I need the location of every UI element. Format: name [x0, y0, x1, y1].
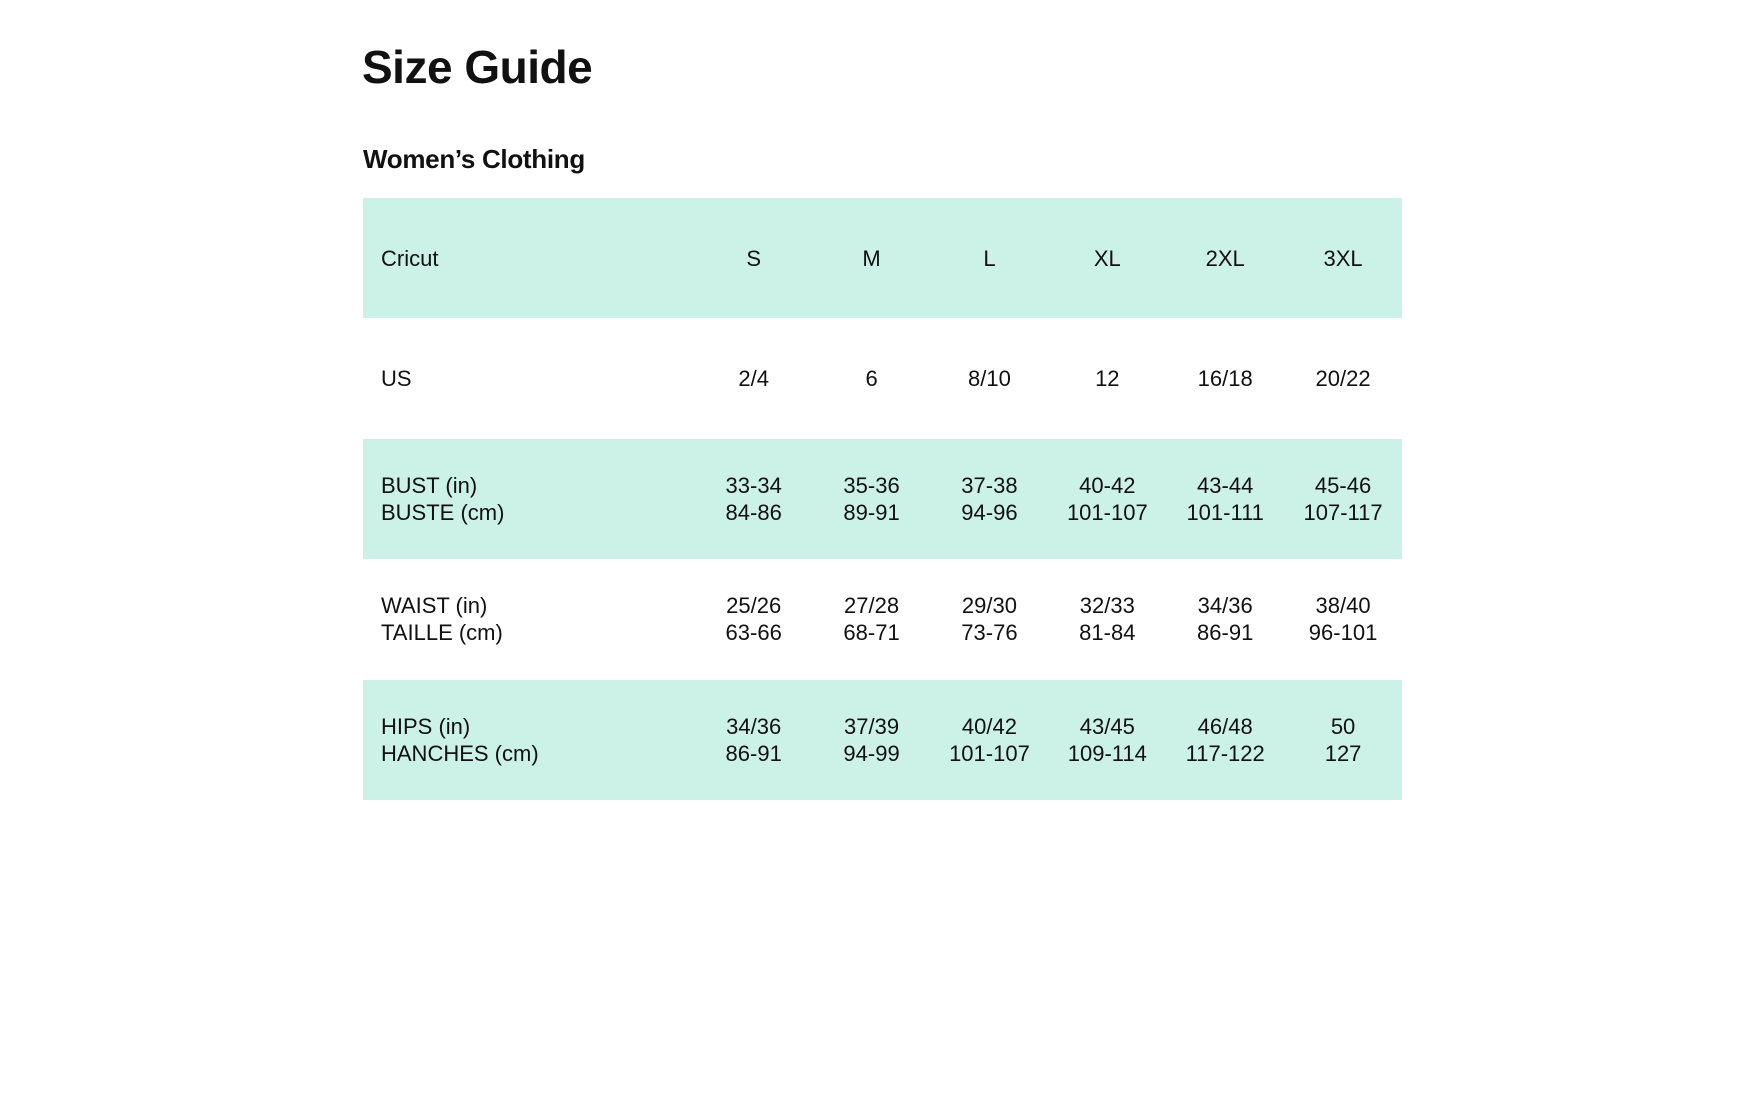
table-row — [363, 439, 1402, 559]
cell-value: 2/4 — [738, 366, 769, 392]
table-cell — [813, 713, 931, 767]
table-cell — [695, 592, 813, 646]
cell-value: 86-91 — [1197, 620, 1254, 646]
table-cell — [813, 592, 931, 646]
table-cell — [1284, 365, 1402, 392]
cell-value: 86-91 — [725, 740, 782, 766]
table-cell — [695, 472, 813, 526]
row-label — [363, 472, 695, 526]
row-label — [363, 365, 695, 392]
cell-value: 6 — [865, 366, 878, 392]
row-label — [363, 592, 695, 646]
cell-value: 37-38 — [961, 472, 1018, 498]
cell-value: 33-34 — [725, 472, 782, 498]
table-row — [363, 680, 1402, 800]
cell-value: 101-111 — [1186, 499, 1264, 525]
header-size: S — [746, 245, 762, 271]
table-cell — [1166, 713, 1284, 767]
table-cell — [1048, 713, 1166, 767]
cell-value: 46/48 — [1197, 713, 1253, 739]
row-label-line: BUST (in) — [381, 472, 478, 498]
cell-value: 37/39 — [844, 713, 900, 739]
table-cell — [931, 365, 1049, 392]
table-row — [363, 559, 1402, 679]
cell-value: 43-44 — [1197, 472, 1254, 498]
table-cell — [931, 592, 1049, 646]
cell-value: 12 — [1095, 366, 1120, 392]
cell-value: 45-46 — [1314, 472, 1372, 498]
page-title: Size Guide — [362, 41, 593, 93]
cell-value: 40-42 — [1079, 472, 1136, 498]
cell-value: 35-36 — [843, 472, 900, 498]
cell-value: 127 — [1324, 740, 1362, 766]
cell-value: 50 — [1330, 713, 1356, 739]
cell-value: 43/45 — [1079, 713, 1135, 739]
cell-value: 29/30 — [961, 593, 1017, 619]
table-cell — [695, 713, 813, 767]
cell-value: 94-96 — [961, 499, 1018, 525]
table-cell — [931, 472, 1049, 526]
table-cell — [1048, 365, 1166, 392]
table-cell — [695, 365, 813, 392]
cell-value: 96-101 — [1308, 620, 1378, 646]
table-cell — [1166, 472, 1284, 526]
cell-value: 27/28 — [844, 593, 900, 619]
row-label — [363, 713, 695, 767]
cell-value: 101-107 — [949, 740, 1030, 766]
cell-value: 68-71 — [843, 620, 900, 646]
table-header-row — [363, 198, 1402, 318]
cell-value: 16/18 — [1197, 366, 1253, 392]
cell-value: 81-84 — [1079, 620, 1136, 646]
cell-value: 73-76 — [961, 620, 1018, 646]
table-cell — [1284, 472, 1402, 526]
cell-value: 34/36 — [726, 713, 782, 739]
header-size: XL — [1093, 245, 1121, 271]
header-size: L — [983, 245, 996, 271]
header-size: 2XL — [1205, 245, 1245, 271]
cell-value: 8/10 — [968, 366, 1011, 392]
row-label-line: HIPS (in) — [381, 713, 471, 739]
table-cell — [1048, 592, 1166, 646]
row-label-line: HANCHES (cm) — [381, 740, 539, 766]
row-label-line: WAIST (in) — [381, 593, 488, 619]
cell-value: 40/42 — [961, 713, 1017, 739]
cell-value: 107-117 — [1303, 499, 1383, 525]
cell-value: 94-99 — [843, 740, 900, 766]
cell-value: 63-66 — [725, 620, 782, 646]
header-label: Cricut — [381, 245, 439, 271]
size-table — [363, 198, 1402, 800]
table-cell — [1048, 472, 1166, 526]
row-label-line: US — [381, 366, 412, 392]
cell-value: 84-86 — [725, 499, 782, 525]
row-label-line: TAILLE (cm) — [381, 620, 503, 646]
table-row — [363, 318, 1402, 438]
cell-value: 38/40 — [1315, 593, 1371, 619]
cell-value: 20/22 — [1315, 366, 1371, 392]
table-cell — [1284, 713, 1402, 767]
cell-value: 25/26 — [726, 593, 782, 619]
header-size: M — [862, 245, 881, 271]
cell-value: 101-107 — [1066, 499, 1148, 525]
section-title: Women’s Clothing — [363, 144, 585, 174]
row-label-line: BUSTE (cm) — [381, 499, 505, 525]
table-cell — [1166, 365, 1284, 392]
cell-value: 89-91 — [843, 499, 900, 525]
table-cell — [931, 713, 1049, 767]
header-size: 3XL — [1323, 245, 1363, 271]
table-cell — [813, 472, 931, 526]
table-cell — [1166, 592, 1284, 646]
cell-value: 34/36 — [1197, 593, 1253, 619]
cell-value: 117-122 — [1185, 740, 1265, 766]
cell-value: 32/33 — [1079, 593, 1135, 619]
table-cell — [813, 365, 931, 392]
cell-value: 109-114 — [1067, 740, 1147, 766]
table-cell — [1284, 592, 1402, 646]
